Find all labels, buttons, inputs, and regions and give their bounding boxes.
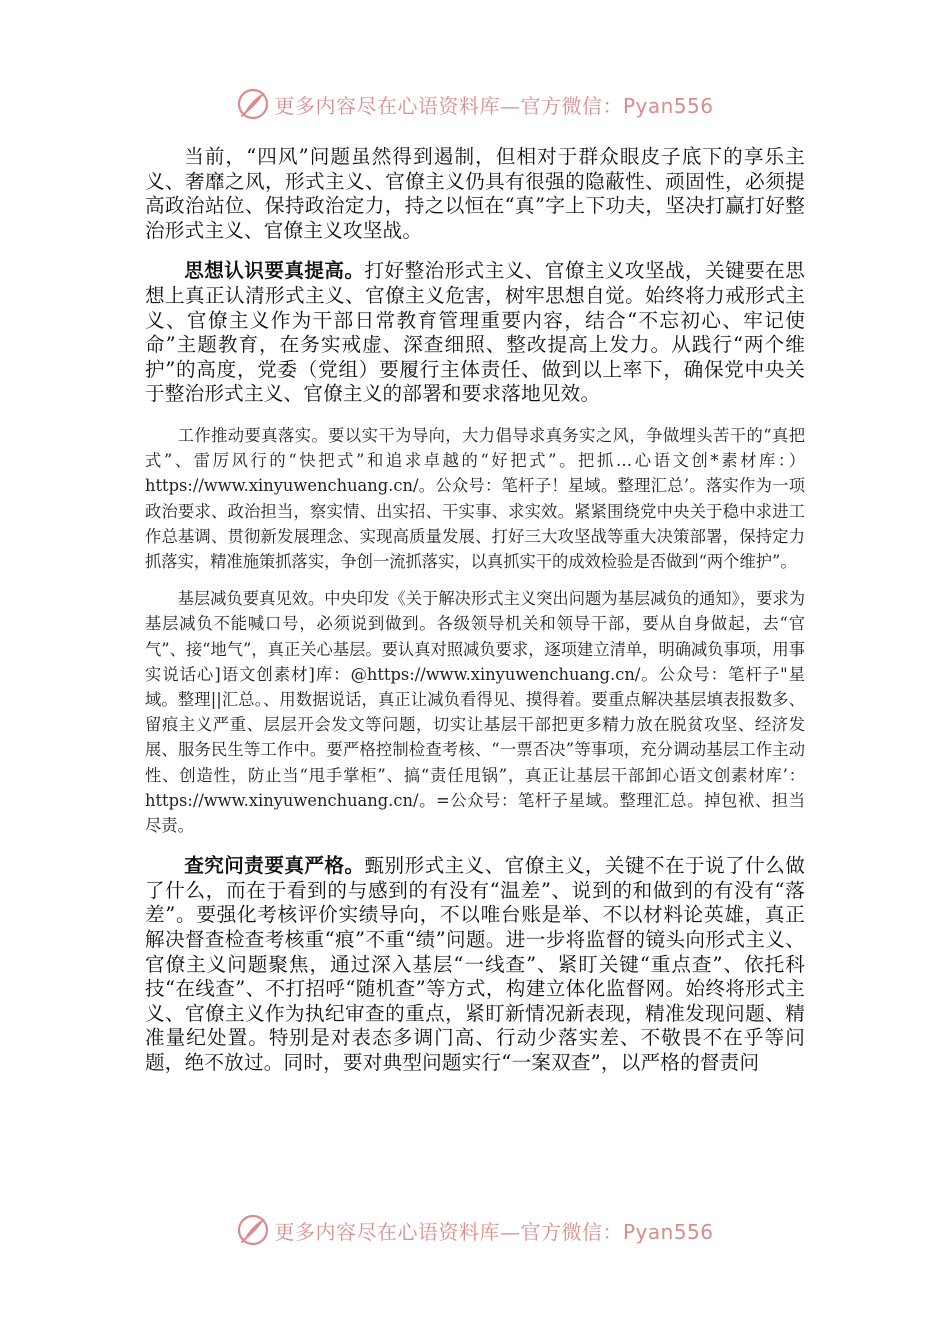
paragraph-accountability: 查究问责要真严格。甄别形式主义、官僚主义，关键不在于说了什么做了什么，而在于看到的与感到的有没有“温差”、说到的和做到的有没有“落差”。要强化考核评价实绩导向，不以唯台账是举、不以材料论英雄，真正解决督查检查考核重“痕”不重“绩”问题。进一步将监督的镜头向形式主义、官僚主义问题聚焦，通过深入基层“一线查”、紧盯关键“重点查”、依托科技“在线查”、不打招呼“随机查”等方式，构建立体化监督网。始终将形式主义、官僚主义作为执纪审查的重点，紧盯新情况新表现，精准发现问题、精准量纪处置。特别是对表态多调门高、行动少落实差、不敬畏不在乎等问题，绝不放过。同时，要对典型问题实行“一案双查”，以严格的督责问 (145, 854, 805, 1074)
paragraph-intro: 当前，“四风”问题虽然得到遏制，但相对于群众眼皮子底下的享乐主义、奢靡之风，形式主义、官僚主义仍具有很强的隐蔽性、顽固性，必须提高政治站位、保持政治定力，持之以恒在“真”字上下功夫，坚决打赢打好整治形式主义、官僚主义攻坚战。 (145, 145, 805, 242)
quill-pen-logo-icon (236, 1213, 270, 1247)
section-heading: 思想认识要真提高。 (184, 259, 365, 283)
banner-text: 更多内容尽在心语资料库—官方微信：Pyan556 (274, 93, 714, 118)
paragraph-work-implementation: 工作推动要真落实。要以实干为导向，大力倡导求真务实之风，争做埋头苦干的“真把式”、雷厉风行的“快把式”和追求卓越的“好把式”。把抓…心语文创*素材库：）https://www.xinyuwenchuang.cn/。公众号：笔杆子！星域。整理汇总’。落实作为一项政治要求、政治担当，察实情、出实招、干实事、求实效。紧紧围绕党中央关于稳中求进工作总基调、贯彻新发展理念、实现高质量发展、打好三大攻坚战等重大决策部署，保持定力抓落实，精准施策抓落实，争创一流抓落实，以真抓实干的成效检验是否做到“两个维护”。 (145, 425, 805, 571)
section-heading: 查究问责要真严格。 (184, 854, 365, 878)
header-banner (0, 84, 950, 124)
banner-wechat-id: Pyan556 (622, 93, 714, 118)
banner-text: 更多内容尽在心语资料库—官方微信：Pyan556 (274, 1219, 714, 1244)
banner-wechat-id: Pyan556 (622, 1219, 714, 1244)
footer-banner (0, 1210, 950, 1250)
paragraph-thinking: 思想认识要真提高。打好整治形式主义、官僚主义攻坚战，关键要在思想上真正认清形式主义、官僚主义危害，树牢思想自觉。始终将力戒形式主义、官僚主义作为干部日常教育管理重要内容，结合“不忘初心、牢记使命”主题教育，在务实戒虚、深查细照、整改提高上发力。从践行“两个维护”的高度，党委（党组）要履行主体责任、做到以上率下，确保党中央关于整治形式主义、官僚主义的部署和要求落地见效。 (145, 259, 805, 406)
quill-pen-logo-icon (236, 87, 270, 121)
paragraph-grassroots-burden: 基层减负要真见效。中央印发《关于解决形式主义突出问题为基层减负的通知》，要求为基层减负不能喊口号，必须说到做到。各级领导机关和领导干部，要从自身做起，去“官气”、接“地气”，真正关心基层。要认真对照减负要求，逐项建立清单，明确减负事项，用事实说话心]语文创素材]库：@https://www.xinyuwenchuang.cn/。公众号：笔杆子"星域。整理||汇总。、用数据说话，真正让减负看得见、摸得着。要重点解决基层填表报数多、留痕主义严重、层层开会发文等问题，切实让基层干部把更多精力放在脱贫攻坚、经济发展、服务民生等工作中。要严格控制检查考核、“一票否决”等事项，充分调动基层工作主动性、创造性，防止当“甩手掌柜”、搞“责任甩锅”，真正让基层干部卸心语文创素材库’：https://www.xinyuwenchuang.cn/。=公众号：笔杆子星域。整理汇总。掉包袱、担当尽责。 (145, 589, 805, 835)
document-body (145, 145, 805, 1076)
